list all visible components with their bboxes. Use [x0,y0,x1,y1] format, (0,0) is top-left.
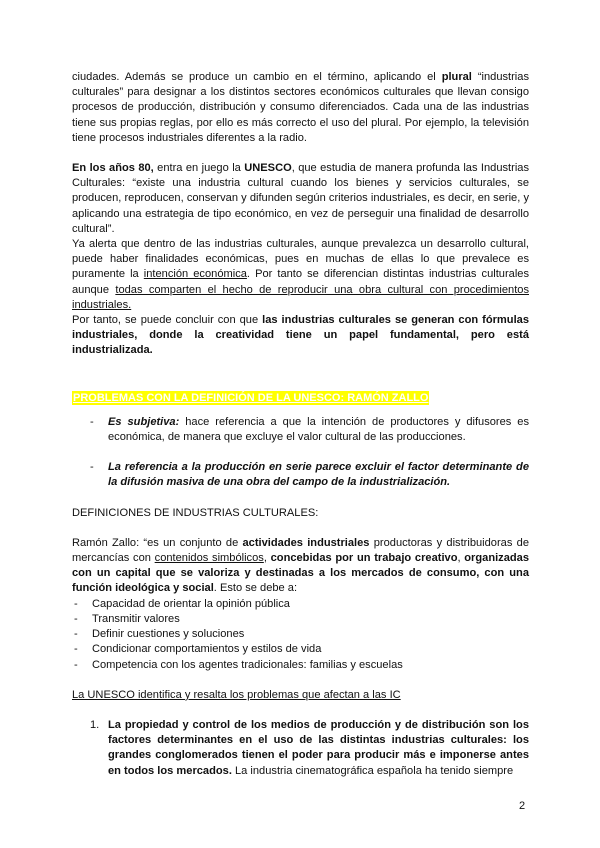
bold-term: organizadas con un capital que se valoriza y destinadas a los mercados de consumo, con una función ideológica y social [72,552,530,595]
bold-term: actividades industriales [242,536,370,549]
text-run: , [457,552,465,565]
list-item [72,612,529,627]
list-item [72,415,529,445]
bold-term: las industrias culturales se generan con fórmulas industriales, donde la creatividad tiene un papel fundamental, pero está industrializada. [72,314,529,357]
text-run: . Esto se debe a: [213,582,298,595]
list-item-text: Definir cuestiones y soluciones [92,628,245,641]
text-run: productoras y distribuidoras de mercancías con [72,536,529,565]
paragraph-conclusion [72,313,529,359]
text-run: Por tanto, se puede concluir con que [72,314,263,327]
paragraph-zallo [72,536,529,597]
underlined-term: todas comparten el hecho de reproducir una obra cultural con procedimientos industriales. [72,283,529,311]
paragraph-plural [72,70,529,146]
underlined-heading: La UNESCO identifica y resalta los problemas que afectan a las IC [72,688,401,701]
list-bullet: - [74,643,78,656]
bold-term: concebidas por un trabajo creativo [270,552,458,565]
paragraph-alerta [72,237,529,313]
highlighted-heading: PROBLEMAS CON LA DEFINICIÓN DE LA UNESCO: RAMÓN ZALLO [73,391,429,404]
reasons-list [72,597,529,673]
text-run: . Por tanto se diferencian distintas industrias culturales aunque [72,268,529,296]
unesco-heading [72,688,529,703]
problems-list [72,415,529,491]
text-run: hace referencia a que la intención de productores y difusores es económica, de manera que excluye el valor cultural de las producciones. [108,415,530,444]
text-run: Ramón Zallo: “es un conjunto de [72,536,243,549]
underlined-term: intención económica [143,268,247,281]
bold-italic-term: Es subjetiva: [108,415,180,428]
list-item-text: Condicionar comportamientos y estilos de vida [92,643,322,656]
definitions-heading: DEFINICIONES DE INDUSTRIAS CULTURALES: [72,506,319,519]
text-run: Ya alerta que dentro de las industrias culturales, aunque prevalezca un desarrollo cultural, puede haber finalidades económicas, pues en muchas de ellas lo que prevalece es puramente la [72,238,529,281]
list-item [72,658,529,673]
numbered-list [72,718,529,779]
list-bullet: - [90,415,94,428]
list-item-text: Transmitir valores [92,612,180,625]
list-item-text: Competencia con los agentes tradicionales: familias y escuelas [92,658,403,671]
document-page [72,70,529,779]
text-run: ciudades. Además se produce un cambio en el término, aplicando el [72,71,442,83]
text-run: “industrias culturales” para designar a los distintos sectores económicos culturales que llevan consigo procesos de producción, distribución y consumo diferenciados. Cada una de las industrias tiene sus propias reglas, por ello es más correcto el uso del plural. Por ejemplo, la televisión tiene procesos industriales diferentes a la radio. [72,71,529,144]
list-bullet: - [74,658,78,671]
text-run: La industria cinematográfica española ha tenido siempre [231,764,514,777]
list-item [72,642,529,657]
list-item [72,718,529,779]
page-number: 2 [519,800,526,812]
bold-italic-term: La referencia a la producción en serie parece excluir el factor determinante de la difusión masiva de una obra del campo de la industrialización. [108,461,529,489]
paragraph-unesco [72,161,529,237]
list-item [72,460,529,490]
text-run: entra en juego la [153,162,245,175]
list-number: 1. [90,718,100,731]
list-item [72,627,529,642]
list-bullet: - [90,461,94,474]
text-run: , [263,552,271,565]
list-bullet: - [74,628,78,641]
bold-term: plural [441,71,472,83]
bold-term: UNESCO [244,162,292,175]
bold-term: En los años 80, [72,162,154,175]
list-item [72,597,529,612]
underlined-term: contenidos simbólicos [154,552,264,565]
text-run: , que estudia de manera profunda las Industrias Culturales: “existe una industria cultural cuando los bienes y servicios culturales, se producen, reproducen, conservan y difunden según criterios industriales, es decir, en serie, y aplicando una estrategia de tipo económico, en vez de perseguir una finalidad de desarrollo cultural”. [72,162,530,235]
list-bullet: - [74,612,78,625]
section-heading [72,391,529,406]
bold-term: La propiedad y control de los medios de producción y de distribución son los factores determinantes en el uso de las distintas industrias culturales: los grandes conglomerados tienen el poder para producir más e imponerse antes en todos los mercados. [108,718,529,777]
list-bullet: - [74,597,78,610]
list-item-text: Capacidad de orientar la opinión pública [92,597,290,610]
